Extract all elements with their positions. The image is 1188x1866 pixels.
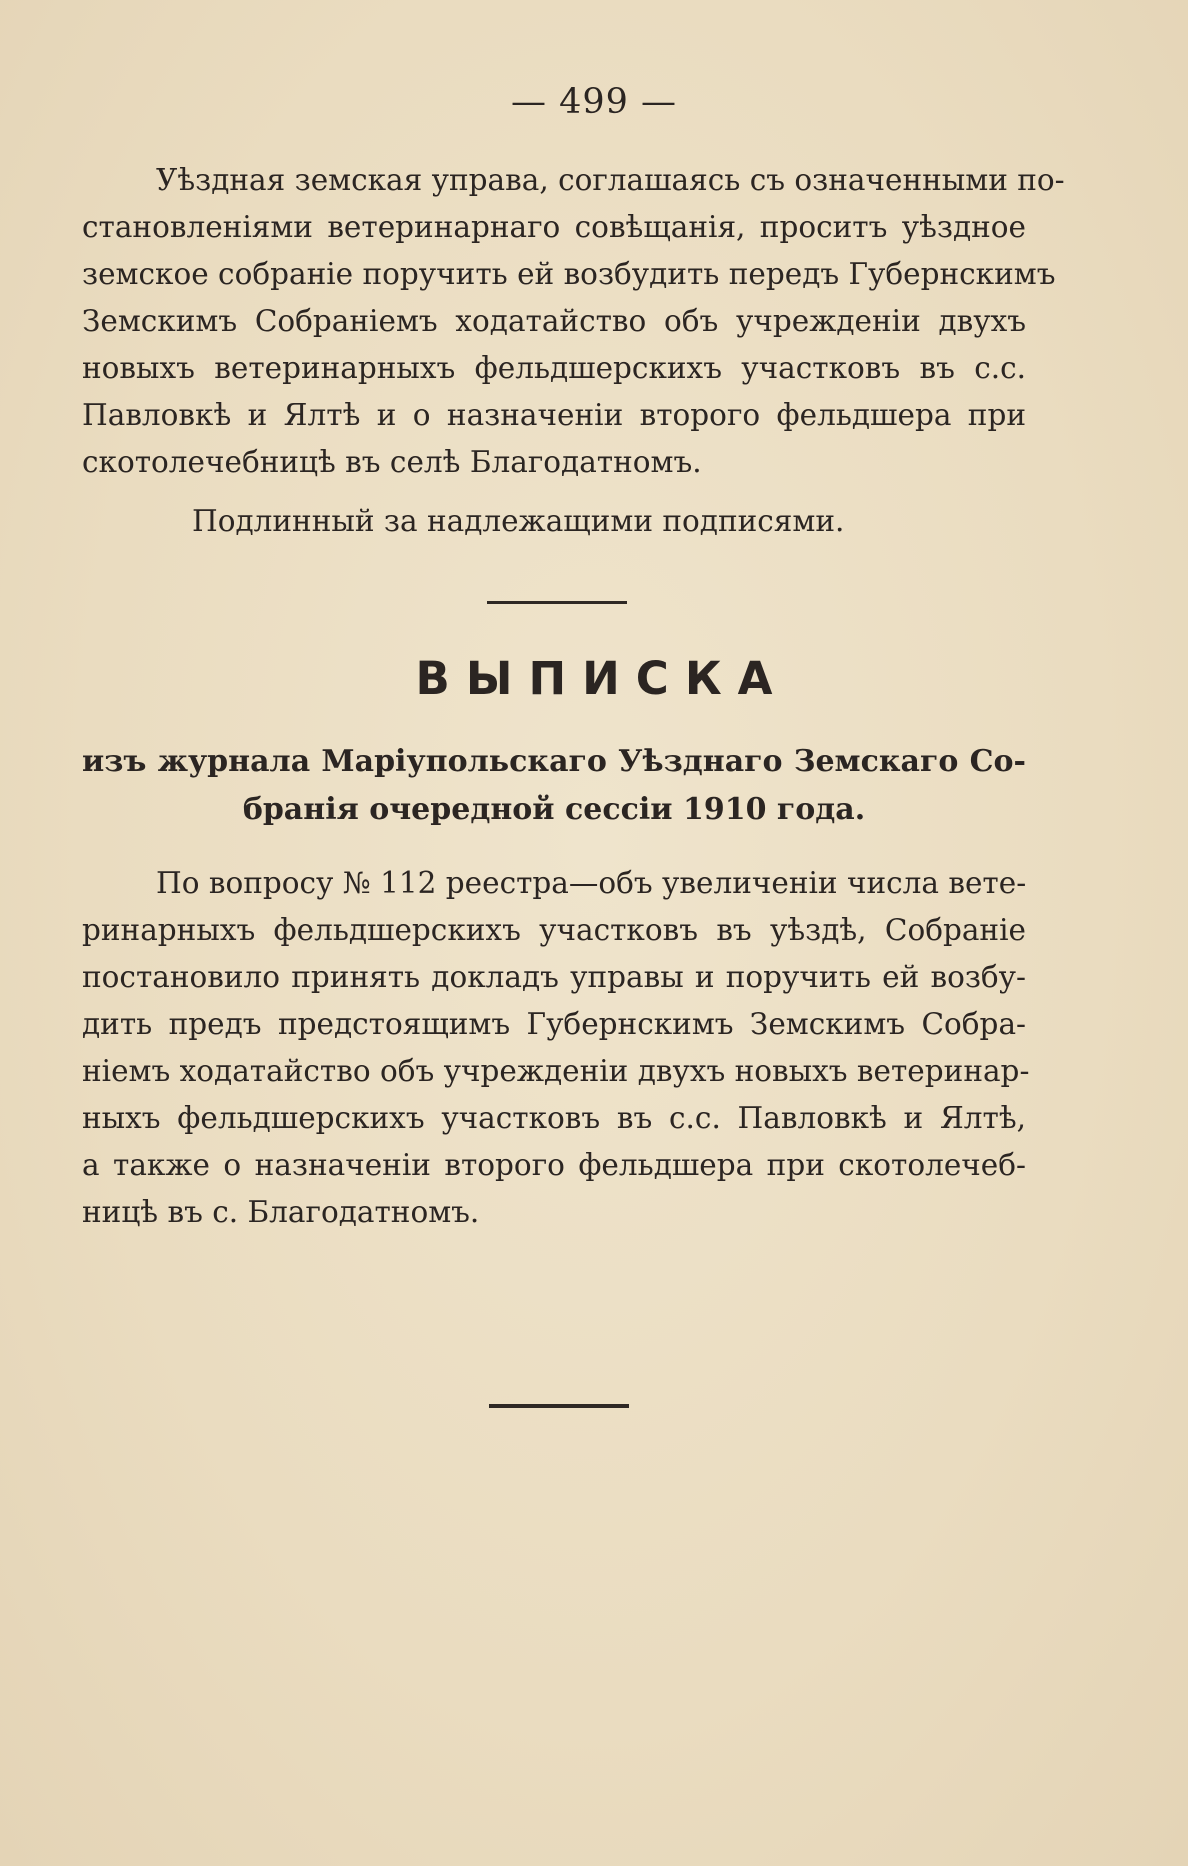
resolution-line: а также о назначенiи второго фельдшера при скотолечеб- <box>82 1148 1026 1182</box>
section-heading: ВЫПИСКА <box>415 652 789 705</box>
section-subheading <box>82 738 1026 834</box>
intro-line: земское собранiе поручить ей возбудить передъ Губернскимъ <box>82 257 1056 291</box>
resolution-paragraph <box>82 860 1030 1236</box>
intro-line: становленiями ветеринарнаго совѣщанiя, проситъ уѣздное <box>82 210 1026 244</box>
intro-line: Павловкѣ и Ялтѣ и о назначенiи второго фельдшера при <box>82 398 1026 432</box>
resolution-line: По вопросу № 112 реестра—объ увеличенiи числа вете- <box>156 866 1027 900</box>
resolution-line: дить предъ предстоящимъ Губернскимъ Земскимъ Собра- <box>82 1007 1026 1041</box>
signature-note: Подлинный за надлежащими подписями. <box>192 504 845 538</box>
intro-line: новыхъ ветеринарныхъ фельдшерскихъ участковъ въ с.с. <box>82 351 1026 385</box>
intro-line: Земскимъ Собранiемъ ходатайство объ учрежденiи двухъ <box>82 304 1026 338</box>
end-divider <box>489 1404 629 1408</box>
resolution-line: нiемъ ходатайство объ учрежденiи двухъ новыхъ ветеринар- <box>82 1054 1030 1088</box>
resolution-line: ринарныхъ фельдшерскихъ участковъ въ уѣздѣ, Собранiе <box>82 913 1026 947</box>
subheading-line: бранiя очередной сессiи 1910 года. <box>242 792 866 827</box>
intro-line: Уѣздная земская управа, соглашаясь съ означенными по- <box>156 163 1065 197</box>
resolution-line: постановило принять докладъ управы и поручить ей возбу- <box>82 960 1026 994</box>
intro-paragraph <box>82 157 1065 486</box>
page-number: — 499 — <box>510 82 678 122</box>
section-divider <box>487 601 627 604</box>
intro-line: скотолечебницѣ въ селѣ Благодатномъ. <box>82 445 702 479</box>
subheading-line: изъ журнала Марiупольскаго Уѣзднаго Земскаго Со- <box>82 744 1026 779</box>
resolution-line: ницѣ въ с. Благодатномъ. <box>82 1195 480 1229</box>
resolution-line: ныхъ фельдшерскихъ участковъ въ с.с. Павловкѣ и Ялтѣ, <box>82 1101 1026 1135</box>
